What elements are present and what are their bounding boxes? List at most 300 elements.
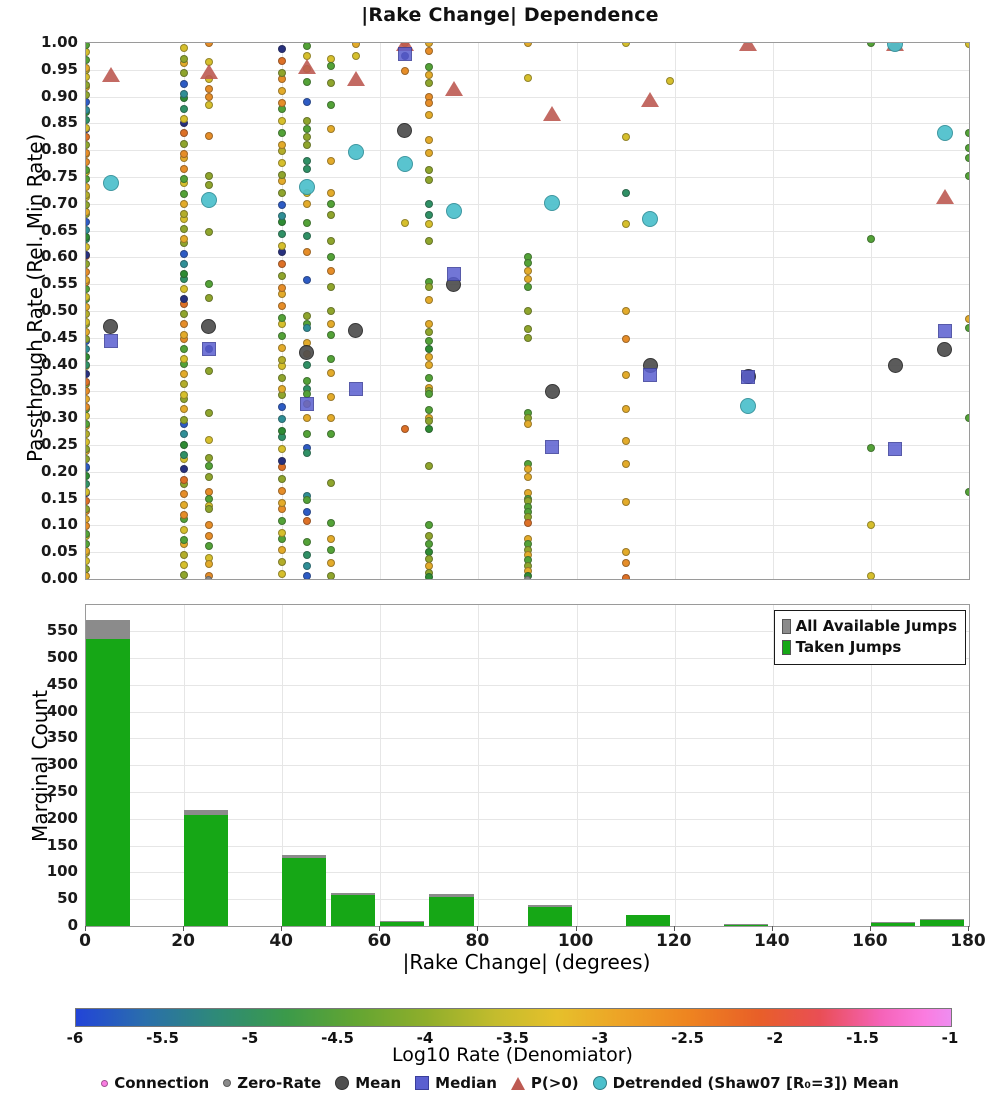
connection-dot [180, 55, 188, 63]
p-gt0-triangle-marker [200, 64, 218, 79]
connection-dot [867, 444, 875, 452]
mean-marker [348, 323, 363, 338]
connection-dot [205, 560, 213, 568]
detrended-mean-marker [299, 179, 315, 195]
connection-dot [85, 98, 90, 106]
connection-dot [524, 334, 532, 342]
gridline [773, 43, 774, 579]
connection-dot [180, 80, 188, 88]
connection-dot [425, 200, 433, 208]
detrended-mean-marker [103, 175, 119, 191]
connection-dot [278, 374, 286, 382]
connection-dot [965, 488, 970, 496]
connection-dot [180, 370, 188, 378]
p-gt0-triangle-marker [445, 81, 463, 96]
connection-dot [303, 430, 311, 438]
connection-dot [352, 42, 360, 48]
connection-dot [180, 250, 188, 258]
figure-title: |Rake Change| Dependence [361, 4, 659, 26]
legend-item-label: Mean [355, 1074, 402, 1092]
connection-dot [278, 189, 286, 197]
connection-dot [303, 551, 311, 559]
connection-dot [278, 159, 286, 167]
connection-dot [425, 166, 433, 174]
connection-dot [303, 98, 311, 106]
marker-legend [0, 1074, 1000, 1092]
detrended-mean-marker [348, 144, 364, 160]
connection-dot [180, 190, 188, 198]
connection-dot [524, 267, 532, 275]
connection-dot [180, 490, 188, 498]
connection-dot [205, 93, 213, 101]
connection-dot [425, 337, 433, 345]
colorbar-tick-label: -4 [416, 1029, 434, 1047]
connection-dot [327, 283, 335, 291]
x-axis-tick-label: 0 [79, 931, 91, 951]
connection-dot [327, 237, 335, 245]
connection-dot [85, 540, 90, 548]
detrended-mean-marker [642, 211, 658, 227]
detrended-mean-marker [201, 192, 217, 208]
scatter-y-tick-label: 0.55 [40, 274, 78, 293]
connection-dot [303, 219, 311, 227]
connection-dot [85, 438, 90, 446]
median-marker [300, 397, 314, 411]
connection-dot [303, 562, 311, 570]
connection-dot [180, 551, 188, 559]
connection-dot [205, 532, 213, 540]
scatter-y-tick-label: 0.45 [40, 327, 78, 346]
gridline [86, 391, 969, 392]
gridline [86, 231, 969, 232]
connection-dot [180, 200, 188, 208]
connection-dot [85, 175, 90, 183]
connection-dot [425, 99, 433, 107]
connection-dot [303, 538, 311, 546]
connection-dot [180, 345, 188, 353]
connection-dot [425, 320, 433, 328]
legend-entry-available [782, 616, 957, 637]
connection-dot [180, 310, 188, 318]
connection-dot [303, 165, 311, 173]
legend-item-label: Zero-Rate [237, 1074, 322, 1092]
connection-dot [303, 324, 311, 332]
connection-dot [622, 405, 630, 413]
mean-marker [299, 345, 314, 360]
connection-dot [85, 285, 90, 293]
connection-dot [327, 559, 335, 567]
gridline [577, 43, 578, 579]
p-gt0-triangle-marker [347, 71, 365, 86]
scatter-y-tick-label: 0.65 [40, 220, 78, 239]
x-axis-tick-mark [281, 926, 282, 931]
connection-dot [205, 42, 213, 47]
taken-jumps-bar [724, 925, 768, 926]
connection-dot [278, 230, 286, 238]
median-marker [202, 342, 216, 356]
connection-dot [327, 125, 335, 133]
connection-dot [965, 315, 970, 323]
connection-dot [85, 565, 90, 573]
histogram-y-tick-label: 150 [46, 835, 78, 854]
p-gt0-triangle-marker [641, 92, 659, 107]
x-axis-tick-label: 80 [465, 931, 490, 951]
zero-rate-dot-icon [223, 1079, 231, 1087]
colorbar [75, 1008, 952, 1027]
connection-dot [205, 505, 213, 513]
gridline [86, 365, 969, 366]
connection-dot [622, 42, 630, 47]
connection-dot [622, 498, 630, 506]
connection-dot [85, 557, 90, 565]
connection-dot [278, 57, 286, 65]
taken-jumps-bar [184, 815, 228, 926]
detrended-mean-marker [446, 203, 462, 219]
mean-marker [201, 319, 216, 334]
connection-dot [278, 201, 286, 209]
gridline [86, 70, 969, 71]
connection-dot [278, 260, 286, 268]
connection-dot [303, 377, 311, 385]
connection-dot [327, 267, 335, 275]
legend-item-p-gt0 [511, 1074, 579, 1092]
x-axis-tick-mark [870, 926, 871, 931]
connection-dot [524, 74, 532, 82]
connection-dot [425, 47, 433, 55]
connection-dot [180, 225, 188, 233]
scatter-y-tick-label: 0.10 [40, 515, 78, 534]
connection-dot [425, 361, 433, 369]
connection-dot [278, 415, 286, 423]
connection-dot [85, 48, 90, 56]
connection-dot [205, 367, 213, 375]
x-axis-tick-mark [576, 926, 577, 931]
connection-dot [278, 403, 286, 411]
connection-dot [278, 129, 286, 137]
gridline [86, 177, 969, 178]
connection-dot [85, 310, 90, 318]
connection-dot [85, 183, 90, 191]
connection-dot [180, 320, 188, 328]
connection-dot [425, 111, 433, 119]
connection-dot [965, 42, 970, 48]
connection-dot [278, 272, 286, 280]
legend-item-label: Detrended (Shaw07 [R₀=3]) Mean [612, 1074, 899, 1092]
colorbar-tick-label: -5.5 [146, 1029, 179, 1047]
legend-item-zero-rate [223, 1074, 321, 1092]
connection-dot [425, 296, 433, 304]
connection-dot [965, 129, 970, 137]
x-axis-tick-mark [183, 926, 184, 931]
connection-dot [425, 540, 433, 548]
connection-dot [303, 276, 311, 284]
histogram-y-tick-label: 200 [46, 808, 78, 827]
connection-dot [965, 324, 970, 332]
connection-dot [524, 519, 532, 527]
taken-jumps-swatch [782, 640, 791, 655]
p-gt0-triangle-marker [298, 59, 316, 74]
scatter-y-tick-label: 0.80 [40, 140, 78, 159]
connection-dot [278, 517, 286, 525]
connection-dot [524, 420, 532, 428]
median-marker [545, 440, 559, 454]
histogram-y-tick-label: 350 [46, 728, 78, 747]
connection-dot [425, 237, 433, 245]
connection-dot [85, 243, 90, 251]
p-gt0-triangle-marker [936, 189, 954, 204]
connection-dot [180, 69, 188, 77]
histogram-y-tick-label: 50 [57, 889, 78, 908]
histogram-y-axis-label: Marginal Count [28, 690, 52, 842]
scatter-y-tick-label: 0.30 [40, 408, 78, 427]
connection-dot [425, 390, 433, 398]
connection-dot [85, 124, 90, 132]
histogram-y-tick-label: 450 [46, 674, 78, 693]
median-marker [938, 324, 952, 338]
connection-dot [425, 353, 433, 361]
connection-dot [85, 480, 90, 488]
median-square-icon [415, 1076, 429, 1090]
connection-dot [303, 141, 311, 149]
connection-dot [205, 172, 213, 180]
scatter-y-tick-label: 0.20 [40, 461, 78, 480]
colorbar-label: Log10 Rate (Denomiator) [392, 1044, 633, 1066]
connection-dot [278, 356, 286, 364]
connection-dot [303, 572, 311, 580]
connection-dot [425, 71, 433, 79]
connection-dot [180, 260, 188, 268]
connection-dot [666, 77, 674, 85]
connection-dot [622, 307, 630, 315]
connection-dot [278, 332, 286, 340]
histogram-y-tick-label: 100 [46, 862, 78, 881]
x-axis-tick-mark [674, 926, 675, 931]
connection-dot [85, 201, 90, 209]
connection-dot [180, 391, 188, 399]
histogram-y-tick-label: 300 [46, 755, 78, 774]
gridline [86, 204, 969, 205]
scatter-y-tick-label: 0.95 [40, 59, 78, 78]
histogram-y-tick-label: 0 [67, 916, 78, 934]
connection-dot [327, 253, 335, 261]
histogram-y-tick-label: 550 [46, 621, 78, 639]
connection-dot [327, 200, 335, 208]
detrended-mean-marker [397, 156, 413, 172]
x-axis-label: |Rake Change| (degrees) [402, 950, 651, 974]
p-gt0-triangle-icon [511, 1077, 525, 1090]
connection-dot [85, 303, 90, 311]
connection-dot [965, 144, 970, 152]
mean-marker [397, 123, 412, 138]
median-marker [741, 370, 755, 384]
mean-dot-icon [335, 1076, 349, 1090]
connection-dot [278, 171, 286, 179]
connection-dot [327, 414, 335, 422]
connection-dot [327, 211, 335, 219]
connection-dot [524, 465, 532, 473]
connection-dot [180, 451, 188, 459]
connection-dot [327, 62, 335, 70]
taken-jumps-bar [626, 915, 670, 926]
x-axis-tick-label: 40 [269, 931, 294, 951]
connection-dot [303, 449, 311, 457]
connection-dot [85, 395, 90, 403]
connection-dot [180, 416, 188, 424]
connection-dot [965, 172, 970, 180]
connection-dot [278, 499, 286, 507]
connection-dot [524, 275, 532, 283]
connection-dot [303, 361, 311, 369]
connection-dot [180, 140, 188, 148]
colorbar-tick-label: -2.5 [671, 1029, 704, 1047]
connection-dot [278, 546, 286, 554]
connection-dot [180, 129, 188, 137]
connection-dot [327, 307, 335, 315]
connection-dot [425, 79, 433, 87]
connection-dot [327, 535, 335, 543]
x-axis-tick-mark [968, 926, 969, 931]
scatter-y-tick-label: 0.50 [40, 301, 78, 319]
legend-item-label: Median [435, 1074, 497, 1092]
colorbar-tick-label: -1 [941, 1029, 959, 1047]
connection-dot [327, 519, 335, 527]
taken-jumps-bar [282, 858, 326, 926]
p-gt0-triangle-marker [543, 106, 561, 121]
scatter-y-tick-label: 0.05 [40, 542, 78, 561]
connection-dot [425, 425, 433, 433]
connection-dot [327, 546, 335, 554]
connection-dot [278, 475, 286, 483]
connection-dot [425, 462, 433, 470]
mean-marker [888, 358, 903, 373]
connection-dot [622, 335, 630, 343]
x-axis-tick-mark [477, 926, 478, 931]
scatter-y-tick-label: 0.90 [40, 86, 78, 105]
connection-dot [85, 345, 90, 353]
connection-dot [85, 455, 90, 463]
legend-item-mean [335, 1074, 401, 1092]
connection-dot [303, 312, 311, 320]
connection-dot [327, 157, 335, 165]
connection-dot [85, 515, 90, 523]
taken-jumps-bar [331, 895, 375, 926]
mean-marker [937, 342, 952, 357]
p-gt0-triangle-marker [102, 67, 120, 82]
median-marker [349, 382, 363, 396]
colorbar-tick-label: -3.5 [496, 1029, 529, 1047]
gridline [478, 43, 479, 579]
median-marker [447, 267, 461, 281]
connection-dot [965, 154, 970, 162]
connection-dot [85, 472, 90, 480]
connection-dot [180, 380, 188, 388]
connection-dot [180, 441, 188, 449]
connection-dot [278, 487, 286, 495]
connection-dot [85, 226, 90, 234]
connection-dot [85, 42, 90, 49]
connection-dot [622, 437, 630, 445]
detrended-mean-marker [544, 195, 560, 211]
connection-dot [180, 331, 188, 339]
gridline [675, 43, 676, 579]
connection-dot [867, 572, 875, 580]
connection-dot [327, 189, 335, 197]
connection-dot [278, 445, 286, 453]
x-axis-tick-label: 60 [367, 931, 392, 951]
connection-dot [867, 521, 875, 529]
gridline [86, 97, 969, 98]
connection-dot [352, 52, 360, 60]
legend-entry-taken [782, 637, 957, 658]
connection-dot [425, 345, 433, 353]
colorbar-tick-label: -6 [66, 1029, 84, 1047]
connection-dot [425, 211, 433, 219]
connection-dot [85, 497, 90, 505]
connection-dot [85, 268, 90, 276]
connection-dot [622, 220, 630, 228]
histogram-legend [774, 610, 966, 665]
legend-item-label: P(>0) [530, 1074, 579, 1092]
connection-dot [85, 370, 90, 378]
scatter-y-tick-label: 0.40 [40, 354, 78, 373]
connection-dot [85, 361, 90, 369]
connection-dot [425, 573, 433, 580]
connection-dot [85, 73, 90, 81]
connection-dot [401, 425, 409, 433]
connection-dot [85, 141, 90, 149]
connection-dot [524, 283, 532, 291]
gridline [86, 685, 969, 686]
connection-dot [425, 136, 433, 144]
gridline [86, 765, 969, 766]
connection-dot [85, 218, 90, 226]
taken-jumps-bar [429, 897, 473, 926]
gridline [86, 150, 969, 151]
connection-dot [327, 430, 335, 438]
colorbar-tick-label: -4.5 [321, 1029, 354, 1047]
scatter-y-tick-label: 0.70 [40, 193, 78, 212]
connection-dot [278, 344, 286, 352]
connection-dot [205, 132, 213, 140]
median-marker [888, 442, 902, 456]
scatter-y-tick-label: 0.25 [40, 435, 78, 453]
connection-dot [205, 85, 213, 93]
connection-dot [278, 529, 286, 537]
histogram-y-tick-label: 250 [46, 781, 78, 800]
connection-dot [180, 476, 188, 484]
connection-dot [85, 158, 90, 166]
connection-dot [278, 45, 286, 53]
connection-dot [180, 405, 188, 413]
median-marker [398, 47, 412, 61]
scatter-plot-area [85, 42, 970, 580]
scatter-y-tick-label: 0.15 [40, 488, 78, 507]
taken-jumps-bar [871, 923, 915, 926]
detrended-mean-marker [740, 398, 756, 414]
connection-dot [524, 325, 532, 333]
connection-dot [303, 42, 311, 50]
detrended-mean-marker [937, 125, 953, 141]
connection-dot [180, 501, 188, 509]
colorbar-tick-label: -2 [766, 1029, 784, 1047]
connection-dot [85, 260, 90, 268]
taken-jumps-bar [86, 639, 130, 926]
scatter-y-tick-label: 0.60 [40, 247, 78, 266]
connection-dot [867, 235, 875, 243]
legend-item-connection [101, 1074, 209, 1092]
connection-dot [205, 280, 213, 288]
x-axis-tick-label: 160 [852, 931, 888, 951]
